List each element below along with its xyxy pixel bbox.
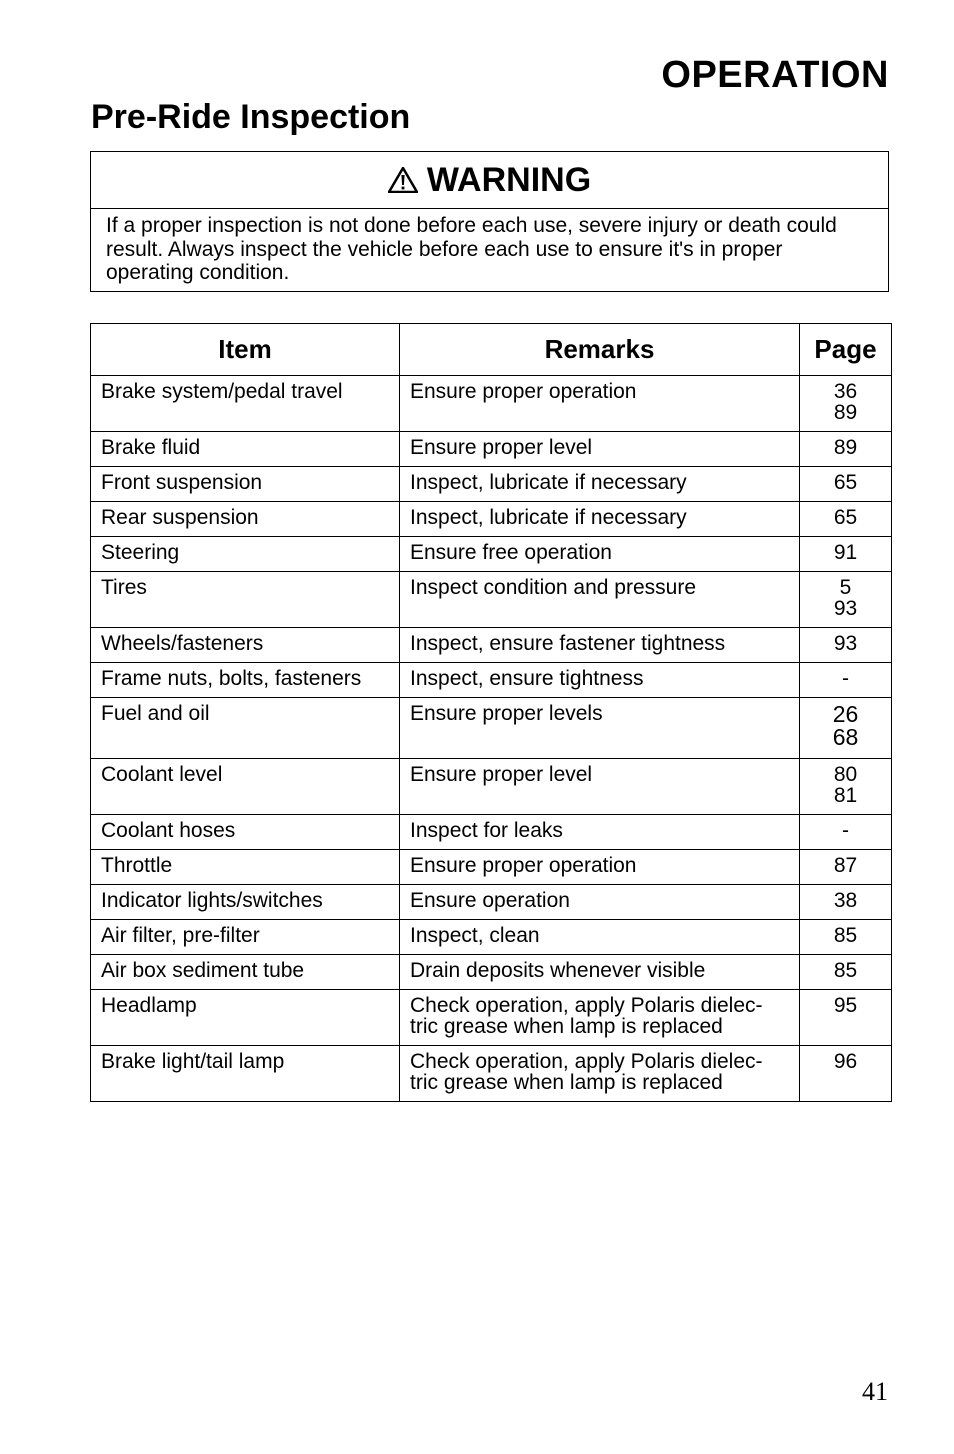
item-cell: Indicator lights/switches [91, 885, 400, 920]
page-cell: - [800, 663, 892, 698]
item-cell: Fuel and oil [91, 698, 400, 759]
column-header-item: Item [91, 324, 400, 376]
item-cell: Headlamp [91, 990, 400, 1046]
item-cell: Wheels/fasteners [91, 628, 400, 663]
item-cell: Coolant hoses [91, 815, 400, 850]
item-cell: Brake light/tail lamp [91, 1046, 400, 1102]
table-row [91, 955, 892, 990]
remarks-cell: Ensure proper level [400, 759, 800, 815]
remarks-cell: Inspect for leaks [400, 815, 800, 850]
page-cell: 38 [800, 885, 892, 920]
remarks-cell: Inspect, lubricate if necessary [400, 467, 800, 502]
page-cell: 5 93 [800, 572, 892, 628]
column-header-page: Page [800, 324, 892, 376]
warning-title: WARNING [426, 161, 592, 199]
table-row [91, 1046, 892, 1102]
remarks-cell: Ensure proper operation [400, 376, 800, 432]
remarks-cell: Drain deposits whenever visible [400, 955, 800, 990]
remarks-cell: Ensure operation [400, 885, 800, 920]
table-row [91, 628, 892, 663]
table-row [91, 850, 892, 885]
table-row [91, 815, 892, 850]
table-row [91, 502, 892, 537]
remarks-cell: Ensure proper operation [400, 850, 800, 885]
page-number: 41 [862, 1377, 888, 1406]
table-row [91, 990, 892, 1046]
remarks-cell: Check operation, apply Polaris dielec- tric grease when lamp is replaced [400, 1046, 800, 1102]
section-title: OPERATION [661, 54, 889, 96]
page-cell: 85 [800, 920, 892, 955]
table-row [91, 920, 892, 955]
page-cell: 89 [800, 432, 892, 467]
column-header-remarks: Remarks [400, 324, 800, 376]
table-row [91, 432, 892, 467]
item-cell: Brake system/pedal travel [91, 376, 400, 432]
item-cell: Air box sediment tube [91, 955, 400, 990]
table-row [91, 759, 892, 815]
page-cell: 26 68 [800, 698, 892, 759]
page-cell: 80 81 [800, 759, 892, 815]
warning-text: If a proper inspection is not done before each use, severe injury or death could result. Always inspect the vehicle before each use to ensure it's in proper operating condition. [106, 214, 837, 284]
inspection-table [90, 323, 892, 1102]
table-row [91, 537, 892, 572]
page-cell: 93 [800, 628, 892, 663]
page-cell: 87 [800, 850, 892, 885]
page-cell: 96 [800, 1046, 892, 1102]
item-cell: Air filter, pre-filter [91, 920, 400, 955]
page-title: Pre-Ride Inspection [91, 98, 411, 136]
item-cell: Frame nuts, bolts, fasteners [91, 663, 400, 698]
remarks-cell: Ensure proper levels [400, 698, 800, 759]
page-cell: 36 89 [800, 376, 892, 432]
warning-box [90, 151, 889, 292]
remarks-cell: Inspect condition and pressure [400, 572, 800, 628]
warning-triangle-icon [388, 167, 418, 193]
remarks-cell: Ensure free operation [400, 537, 800, 572]
remarks-cell: Inspect, ensure tightness [400, 663, 800, 698]
remarks-cell: Ensure proper level [400, 432, 800, 467]
item-cell: Brake fluid [91, 432, 400, 467]
item-cell: Coolant level [91, 759, 400, 815]
item-cell: Tires [91, 572, 400, 628]
page-cell: 85 [800, 955, 892, 990]
table-row [91, 572, 892, 628]
table-header-row [91, 324, 892, 376]
table-row [91, 885, 892, 920]
page-cell: - [800, 815, 892, 850]
page-cell: 95 [800, 990, 892, 1046]
page-cell: 65 [800, 502, 892, 537]
remarks-cell: Check operation, apply Polaris dielec- tric grease when lamp is replaced [400, 990, 800, 1046]
remarks-cell: Inspect, clean [400, 920, 800, 955]
table-row [91, 663, 892, 698]
table-row [91, 698, 892, 759]
page-cell: 91 [800, 537, 892, 572]
item-cell: Front suspension [91, 467, 400, 502]
warning-header [91, 152, 888, 209]
item-cell: Rear suspension [91, 502, 400, 537]
remarks-cell: Inspect, ensure fastener tightness [400, 628, 800, 663]
item-cell: Throttle [91, 850, 400, 885]
table-row [91, 467, 892, 502]
table-row [91, 376, 892, 432]
page-cell: 65 [800, 467, 892, 502]
item-cell: Steering [91, 537, 400, 572]
remarks-cell: Inspect, lubricate if necessary [400, 502, 800, 537]
